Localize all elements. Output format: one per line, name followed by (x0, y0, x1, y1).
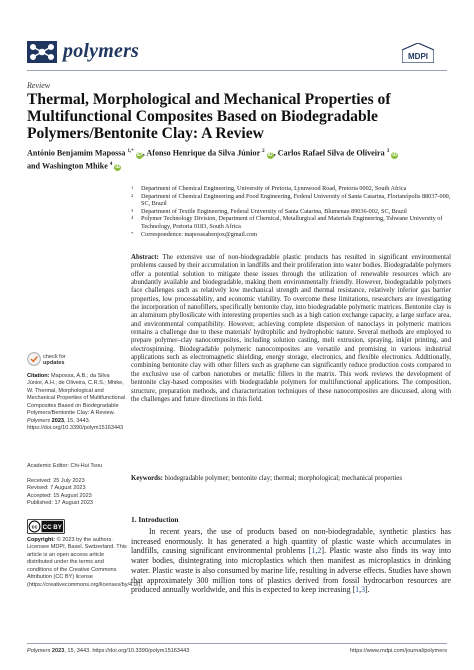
keywords-label: Keywords: (131, 475, 163, 482)
author-sup: 3 (386, 149, 390, 154)
footer-journal-url[interactable]: https://www.mdpi.com/journal/polymers (350, 648, 447, 654)
orcid-icon[interactable]: iD (136, 151, 142, 158)
citation-ref[interactable]: 3 (361, 585, 366, 595)
author-name[interactable]: Washington Mhike (41, 161, 108, 171)
received-date: Received: 25 July 2023 (27, 478, 85, 484)
footer-year: 2023 (51, 648, 65, 654)
mdpi-logo-text: MDPI (408, 52, 428, 61)
revised-date: Revised: 7 August 2023 (27, 485, 86, 492)
header-divider (27, 70, 447, 71)
check-for-updates-link[interactable] (43, 354, 66, 366)
affiliation-text: Department of Textile Engineering, Federal University of Santa Catarina, Blumenau 89036-002, SC, Brazil (141, 207, 407, 215)
polymers-logo-icon (27, 41, 57, 63)
author-sup: 1,* (127, 149, 134, 154)
author-sup: 4 (109, 161, 113, 167)
affiliation-number: 2 (131, 192, 134, 198)
abstract-text: The extensive use of non-biodegradable plastic products has resulted in significant environmental problems caused by their accumulation in landfills and their proliferation into water bodies. Biodegradable polymers offer a potential solution to mitigate these issues through the utilization of renewable resources which are abundantly available and biodegradable, making them environmentally friendly. However, biodegradable polymers face challenges such as relatively low mechanical strength and thermal resistance, relatively inferior gas barrier properties, low processability, and economic viability. To overcome these limitations, researchers are investigating the incorporation of nanofillers, specifically bentonite clay, into biodegradable polymeric matrices. Bentonite clay is an aluminum phyllosilicate with interesting properties such as a high cation exchange capacity, a large surface area, and environmental compatibility. However, achieving complete dispersion of nanoclays in polymeric matrices remains a challenge due to these materials' hydrophilic and hydrophobic nature. Several methods are employed to prepare polymer–clay nanocomposites, including solution casting, melt extrusion, spraying, inkjet printing, and electrospinning. Biodegradable polymeric nanocomposites are versatile and promising in various industrial applications such as electromagnetic shielding, energy storage, electronics, and flexible electronics. Additionally, combining bentonite clay with other fillers such as graphene can significantly reduce production costs compared to the exclusive use of carbon nanotubes or metallic fillers in the matrix. This work reviews the development of bentonite clay-based composites with biodegradable polymers for multifunctional applications. The composition, structure, preparation methods, and characterization techniques of these nanocomposites are discussed, along with the challenges and future directions in this field. (131, 254, 451, 403)
affiliation (131, 193, 451, 208)
mdpi-logo-icon (402, 43, 434, 63)
author-sup: 2 (262, 149, 265, 154)
copyright-block (27, 537, 142, 589)
accepted-date: Accepted: 15 August 2023 (27, 492, 92, 499)
affiliation-text: Polymer Technology Division, Department of Chemical, Metallurgical and Materials Engineering, Tshwane University of Technology, Pretoria 0183, South Africa (141, 215, 443, 230)
correspondence (131, 231, 451, 239)
academic-editor: Academic Editor: Chi-Hui Tsou (27, 463, 103, 469)
affiliation-text: Department of Chemical Engineering and Food Engineering, Federal University of Santa Catarina, Florianópolis 88037-000, SC, Brazil (141, 192, 451, 208)
abstract-label: Abstract: (131, 254, 159, 261)
author-name[interactable]: Carlos Rafael Silva de Oliveira (277, 148, 385, 158)
citation-text: Mapossa, A.B.; da Silva Júnior, A.H.; de Oliveira, C.R.S.; Mhike, W. Thermal, Morphological and Mechanical Properties of Multifunctional Composites Based on Biodegradable Polymers/Bentonite Clay: A Review. (27, 373, 126, 417)
article-type: Review (27, 81, 51, 90)
author-name[interactable]: António Benjamim Mapossa (27, 148, 126, 158)
orcid-icon[interactable]: iD (115, 164, 121, 171)
citation-ref[interactable]: 1 (311, 546, 316, 556)
footer-divider (27, 643, 447, 644)
citation-ref[interactable]: 2 (317, 546, 322, 556)
citation-doi[interactable]: , 15, 3443. https://doi.org/10.3390/polym15163443 (27, 417, 124, 432)
affiliation-number: 4 (131, 215, 134, 221)
svg-text:cc: cc (31, 524, 38, 531)
citation-ref[interactable]: 1 (355, 585, 360, 595)
intro-text: In recent years, the use of products based on non-biodegradable, synthetic plastics has increased enormously. It has generated a high quantity of plastic waste which accumulates in landfills, causing significant environmental problems [ (131, 527, 451, 556)
introduction-paragraph: In recent years, the use of products based on non-biodegradable, synthetic plastics has increased enormously. It has generated a high quantity of plastic waste which accumulates in landfills, causing significant environmental problems [1,2]. Plastic waste also finds its way into water bodies, disintegrating into microplastics which then manifest as microplastics in drinking water. Plastic waste is also consumed by marine life, resulting in adverse effects. Studies have shown that approximately 300 million tons of plastics derived from fossil hydrocarbon resources are produced annually worldwide, and this is expected to keep increasing [1,3]. (131, 527, 451, 595)
section-heading: 1. Introduction (131, 515, 179, 524)
cc-label: CC BY (42, 524, 62, 532)
affiliation-text: Department of Chemical Engineering, University of Pretoria, Lynnwood Road, Pretoria 0002, South Africa (141, 185, 407, 192)
affiliation-number: * (131, 230, 134, 236)
author-and: and (27, 161, 41, 171)
journal-name: polymers (63, 40, 140, 62)
copyright-text: © 2023 by the authors. Licensee MDPI, Basel, Switzerland. This article is an open access article distributed under the terms and conditions of the Creative Commons Attribution (CC BY) license (https://creativecommons.org/licenses/by/4.0/). (27, 537, 142, 588)
orcid-icon[interactable]: iD (267, 151, 273, 158)
check-updates-line2: updates (43, 360, 65, 366)
citation-block (27, 373, 127, 433)
affiliation (131, 185, 451, 193)
affiliations (131, 185, 451, 238)
published-date: Published: 17 August 2023 (27, 500, 93, 507)
article-title: Thermal, Morphological and Mechanical Properties of Multifunctional Composites Based on Biodegradable Polymers/Bentonite Clay: A Review (27, 91, 391, 142)
check-for-updates-icon[interactable] (27, 352, 41, 366)
intro-text: ]. (365, 585, 370, 595)
citation-journal: Polymers (27, 417, 51, 424)
abstract (131, 254, 451, 404)
footer-journal: Polymers (27, 648, 51, 654)
copyright-label: Copyright: (27, 537, 56, 543)
footer-citation (27, 648, 189, 654)
keywords (131, 475, 451, 483)
citation-year: 2023 (51, 417, 65, 424)
affiliation (131, 208, 451, 216)
footer-doi[interactable]: , 15, 3443. https://doi.org/10.3390/polym15163443 (64, 648, 190, 654)
cc-by-license-icon[interactable] (27, 519, 65, 534)
correspondence-email[interactable]: Correspondence: maposssabenjox@gmail.com (141, 230, 258, 238)
affiliation-number: 3 (131, 207, 134, 213)
orcid-icon[interactable]: iD (392, 151, 398, 158)
author-name[interactable]: Afonso Henrique da Silva Júnior (146, 148, 261, 158)
intro-text: ]. Plastic waste also finds its way into water bodies, disintegrating into microplastics which then manifest as microplastics in drinking water. Plastic waste is also consumed by marine life, resulting in adverse effects. Studies have shown that approximately 300 million tons of plastics derived from fossil hydrocarbon resources are produced annually worldwide, and this is expected to keep increasing [ (131, 546, 451, 595)
author-list: António Benjamim Mapossa $^{1,*}$ iD, Afonso Henrique da Silva Júnior $^2$ iD, Carlos Rafael Silva de Oliveira $^3$ iD and Washington Mhike $^4$ iD (27, 148, 398, 171)
affiliation-number: 1 (131, 185, 134, 190)
keywords-text: biodegradable polymer; bentonite clay; thermal; morphological; mechanical properties (164, 475, 403, 482)
check-updates-line1: check for (43, 354, 66, 360)
affiliation (131, 215, 451, 230)
dates-block (27, 478, 127, 508)
citation-label: Citation: (27, 373, 50, 379)
